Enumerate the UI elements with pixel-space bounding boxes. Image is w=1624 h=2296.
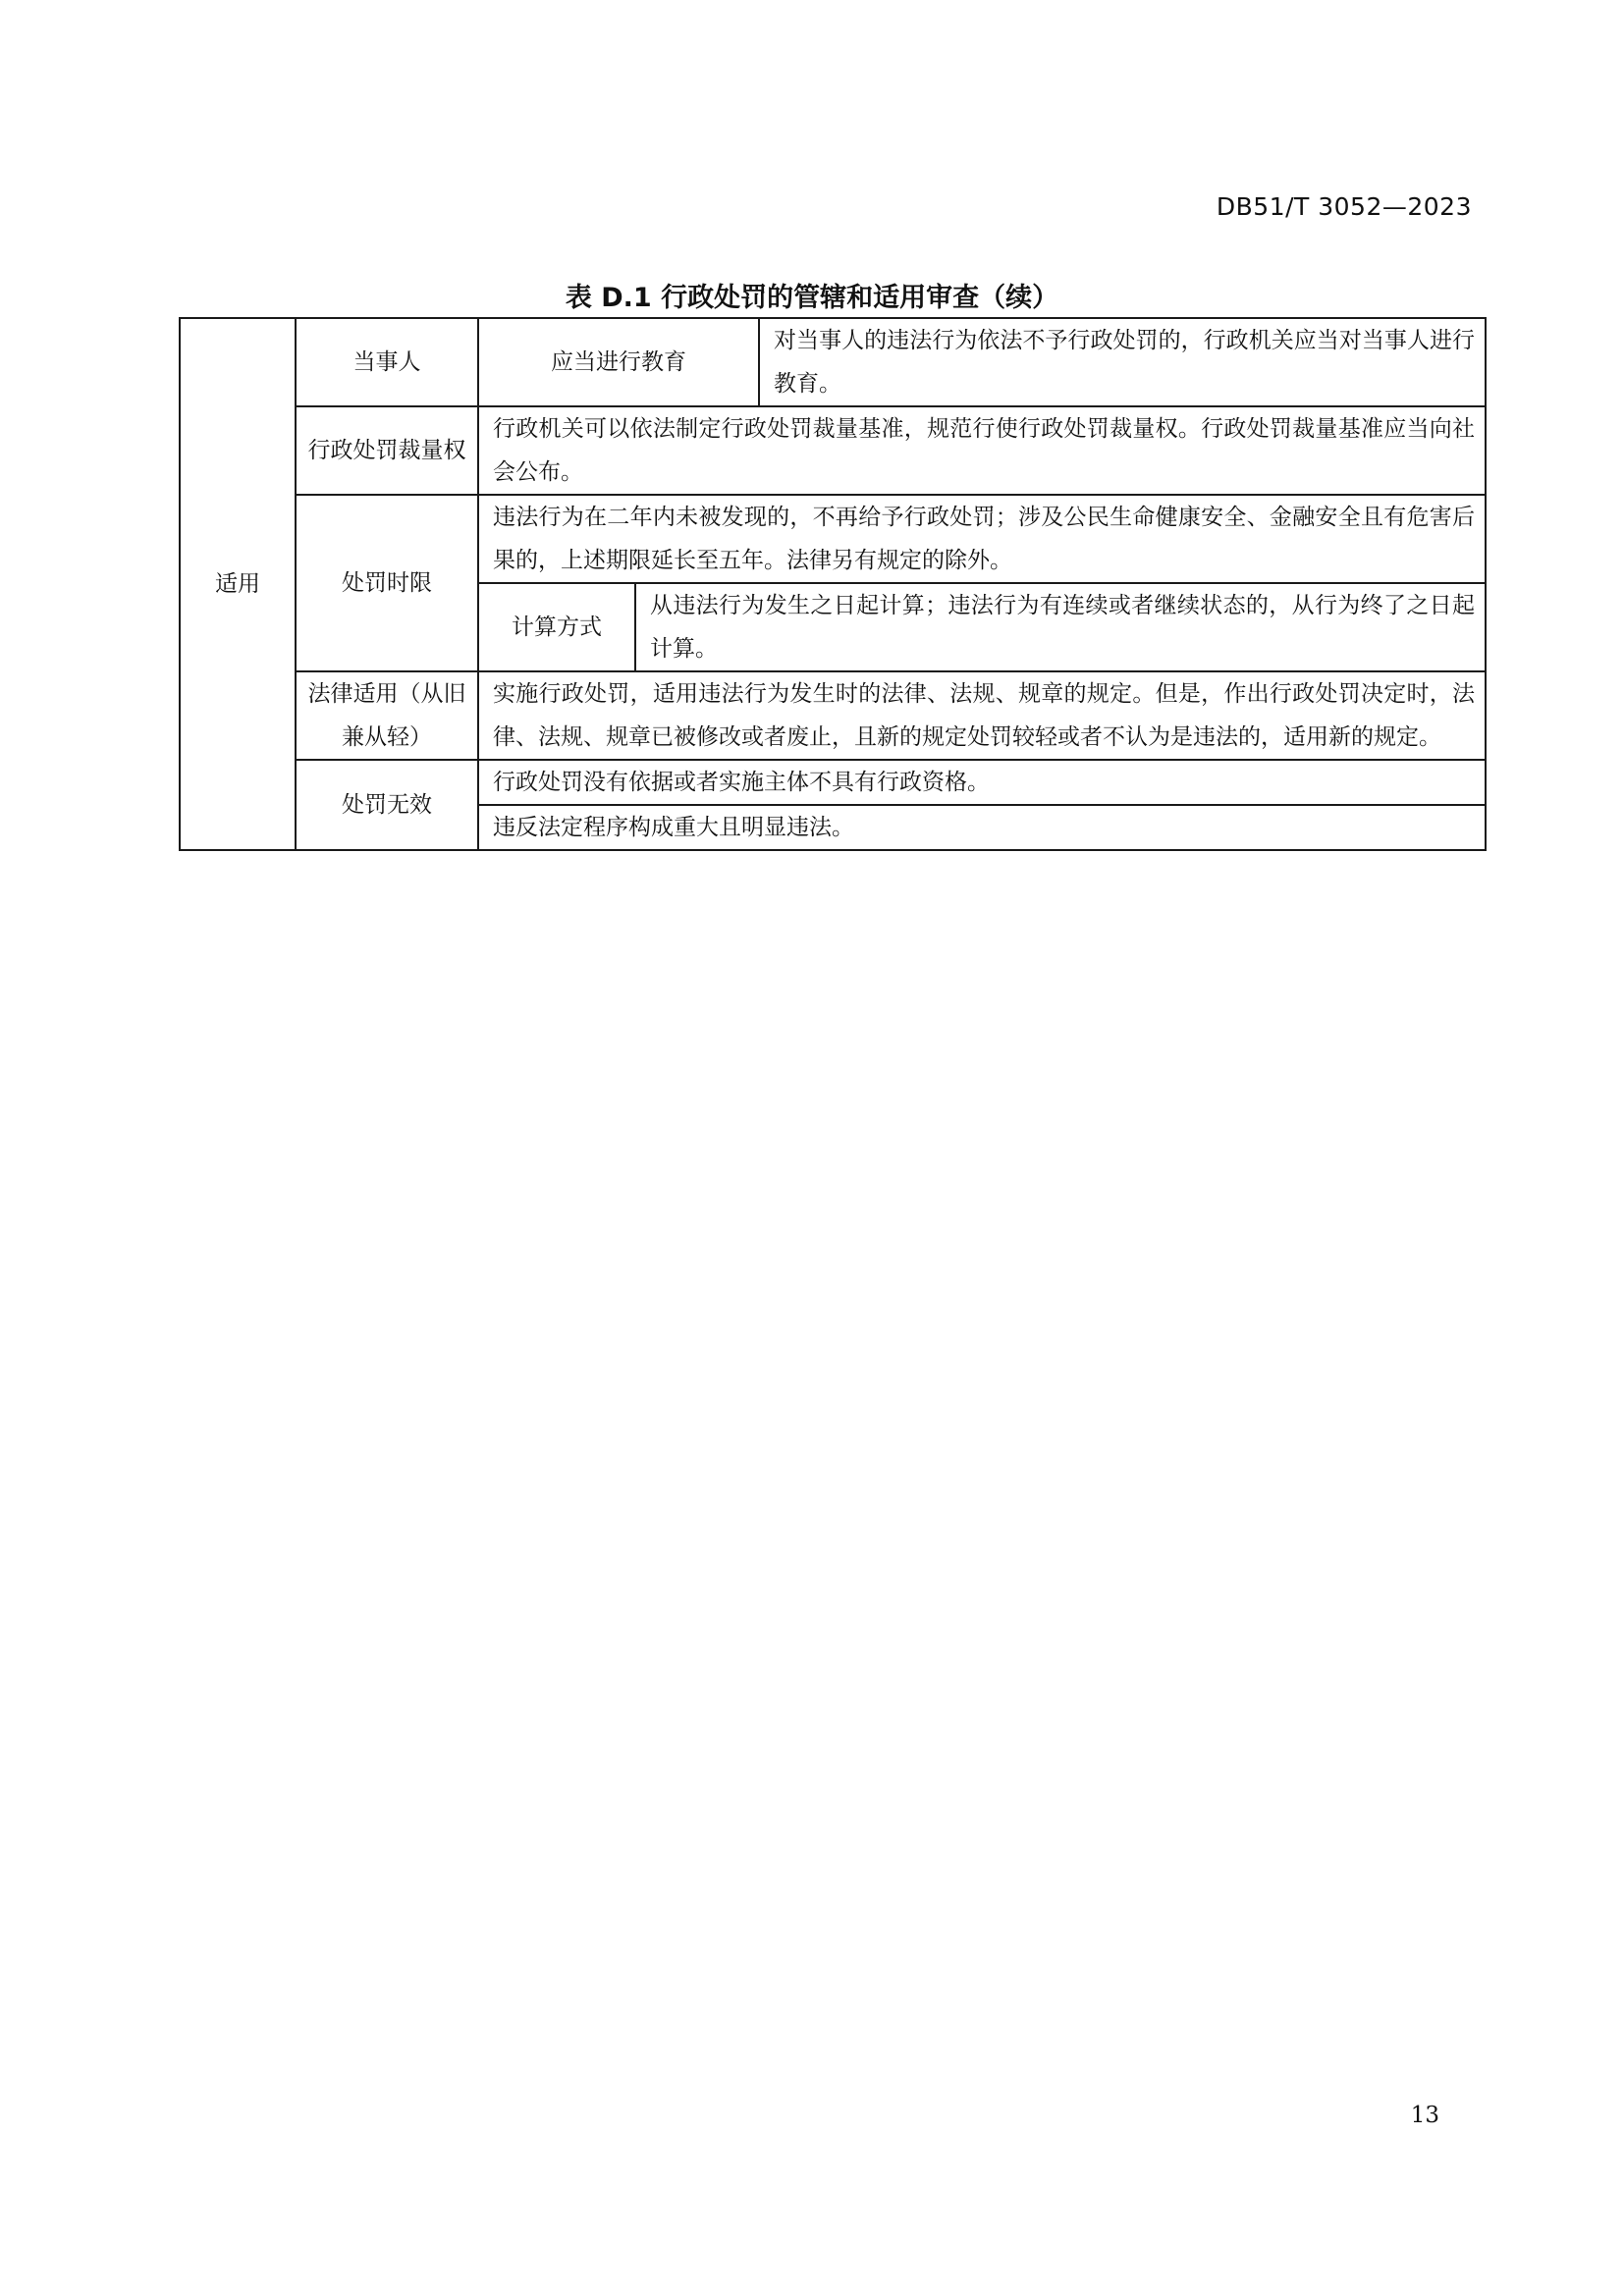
sub-label-education: 应当进行教育 <box>478 318 759 406</box>
row-label-invalid: 处罚无效 <box>296 760 478 850</box>
content-party: 对当事人的违法行为依法不予行政处罚的，行政机关应当对当事人进行教育。 <box>759 318 1486 406</box>
content-calculation: 从违法行为发生之日起计算；违法行为有连续或者继续状态的，从行为终了之日起计算。 <box>635 583 1486 671</box>
page-number: 13 <box>1410 2103 1439 2128</box>
row-label-time-limit: 处罚时限 <box>296 495 478 671</box>
table-row <box>180 760 1486 805</box>
content-discretion: 行政机关可以依法制定行政处罚裁量基准，规范行使行政处罚裁量权。行政处罚裁量基准应当向社会公布。 <box>478 406 1486 495</box>
document-code: DB51/T 3052—2023 <box>1216 192 1472 221</box>
table-row <box>180 406 1486 495</box>
row-label-law-application: 法律适用（从旧兼从轻） <box>296 671 478 760</box>
row-label-discretion: 行政处罚裁量权 <box>296 406 478 495</box>
content-invalid-1: 行政处罚没有依据或者实施主体不具有行政资格。 <box>478 760 1486 805</box>
table-row <box>180 671 1486 760</box>
row-label-party: 当事人 <box>296 318 478 406</box>
content-invalid-2: 违反法定程序构成重大且明显违法。 <box>478 805 1486 850</box>
content-law-application: 实施行政处罚，适用违法行为发生时的法律、法规、规章的规定。但是，作出行政处罚决定时，法律、法规、规章已被修改或者废止，且新的规定处罚较轻或者不认为是违法的，适用新的规定。 <box>478 671 1486 760</box>
category-cell: 适用 <box>180 318 296 850</box>
content-time-limit: 违法行为在二年内未被发现的，不再给予行政处罚；涉及公民生命健康安全、金融安全且有危害后果的，上述期限延长至五年。法律另有规定的除外。 <box>478 495 1486 583</box>
sub-label-calculation: 计算方式 <box>478 583 635 671</box>
table-title: 表 D.1 行政处罚的管辖和适用审查（续） <box>565 283 1059 313</box>
review-table <box>179 317 1487 851</box>
table-row <box>180 318 1486 406</box>
table-row <box>180 495 1486 583</box>
